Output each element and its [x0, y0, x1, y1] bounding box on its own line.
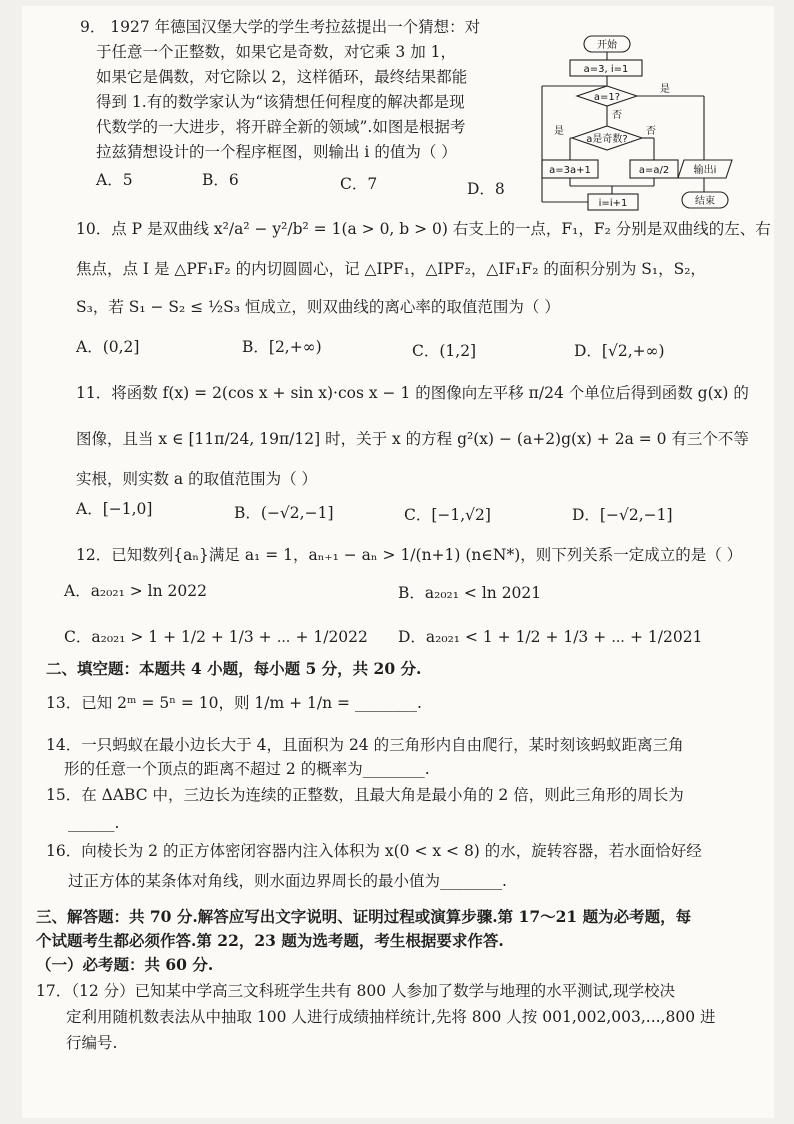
q17-line-1: 17．（12 分）已知某中学高三文科班学生共有 800 人参加了数学与地理的水平测试,现学校决 [36, 982, 675, 1000]
q12-option-c: C．a₂₀₂₁ > 1 + 1/2 + 1/3 + ⋯ + 1/2022 [64, 628, 368, 646]
q10-option-b: B．[2,+∞) [242, 338, 322, 356]
flow-output-label: 输出i [693, 165, 717, 176]
section-3-line-2: 个试题考生都必须作答.第 22，23 题为选考题，考生根据要求作答. [36, 931, 504, 950]
q9-line-1: 9． 1927 年德国汉堡大学的学生考拉兹提出一个猜想：对 [80, 18, 481, 36]
flow-cond2-label: a是奇数? [586, 134, 628, 145]
q16-line-2: 过正方体的某条体对角线，则水面边界周长的最小值为________. [68, 872, 507, 890]
q12-option-a: A．a₂₀₂₁ > ln 2022 [64, 582, 207, 600]
question-13: 13．已知 2ᵐ = 5ⁿ = 10，则 1/m + 1/n = ________. [46, 694, 422, 712]
flow-even-label: a=a/2 [638, 165, 670, 176]
section-2-heading: 二、填空题：本题共 4 小题，每小题 5 分，共 20 分. [46, 659, 422, 678]
q10-line-3: S₃，若 S₁ − S₂ ≤ ½S₃ 恒成立，则双曲线的离心率的取值范围为（ ） [76, 298, 560, 316]
q10-line-1: 10．点 P 是双曲线 x²/a² − y²/b² = 1(a > 0, b > 0) 右支上的一点，F₁，F₂ 分别是双曲线的左、右 [76, 220, 771, 238]
q14-line-1: 14．一只蚂蚁在最小边长大于 4，且面积为 24 的三角形内自由爬行，某时刻该蚂蚁距离三角 [46, 736, 684, 754]
exam-page [22, 6, 774, 1118]
q10-option-d: D．[√2,+∞) [574, 342, 665, 360]
q17-line-3: 行编号. [66, 1034, 118, 1052]
q10-option-c: C．(1,2] [412, 342, 477, 360]
flow-end-label: 结束 [695, 196, 715, 207]
q9-option-a: A．5 [96, 171, 133, 189]
subsection-required: （一）必考题：共 60 分. [36, 955, 214, 974]
flowchart-svg [532, 34, 782, 224]
q12-option-d: D．a₂₀₂₁ < 1 + 1/2 + 1/3 + ⋯ + 1/2021 [398, 628, 703, 646]
flow-odd-label: a=3a+1 [549, 165, 591, 176]
flow-yes-label-2: 是 [554, 126, 564, 137]
q16-line-1: 16．向棱长为 2 的正方体密闭容器内注入体积为 x(0 < x < 8) 的水，旋转容器，若水面恰好经 [46, 842, 702, 860]
q11-line-2: 图像，且当 x ∈ [11π/24, 19π/12] 时，关于 x 的方程 g²(x) − (a+2)g(x) + 2a = 0 有三个不等 [76, 430, 749, 448]
flow-cond1-label: a=1? [593, 92, 621, 103]
flow-no-label-2: 否 [646, 126, 656, 137]
q11-option-a: A．[−1,0] [76, 500, 153, 518]
q9-line-4: 得到 1.有的数学家认为“该猜想任何程度的解决都是现 [96, 93, 465, 111]
flow-yes-label-1: 是 [660, 84, 670, 95]
q9-option-d: D．8 [467, 180, 505, 198]
q9-option-b: B．6 [202, 171, 239, 189]
q11-option-d: D．[−√2,−1] [572, 506, 673, 524]
q9-line-5: 代数学的一大进步，将开辟全新的领域”.如图是根据考 [96, 118, 466, 136]
q12-option-b: B．a₂₀₂₁ < ln 2021 [398, 584, 542, 602]
q9-line-3: 如果它是偶数，对它除以 2，这样循环，最终结果都能 [96, 68, 468, 86]
q10-option-a: A．(0,2] [76, 338, 140, 356]
q11-option-c: C．[−1,√2] [404, 506, 491, 524]
q17-line-2: 定利用随机数表法从中抽取 100 人进行成绩抽样统计,先将 800 人按 001,002,003,...,800 进 [66, 1008, 716, 1026]
q10-line-2: 焦点，点 I 是 △PF₁F₂ 的内切圆圆心，记 △IPF₁，△IPF₂，△IF₁F₂ 的面积分别为 S₁，S₂， [76, 260, 706, 278]
flow-init-label: a=3, i=1 [583, 64, 629, 75]
q9-option-c: C．7 [340, 175, 378, 193]
section-3-line-1: 三、解答题：共 70 分.解答应写出文字说明、证明过程或演算步骤.第 17～21 题为必考题，每 [36, 907, 692, 926]
flow-start-label: 开始 [597, 40, 617, 51]
q9-line-2: 于任意一个正整数，如果它是奇数，对它乘 3 加 1， [96, 43, 457, 61]
q9-line-6: 拉兹猜想设计的一个程序框图，则输出 i 的值为（ ） [96, 143, 457, 161]
flow-incr-label: i=i+1 [598, 198, 628, 209]
q14-line-2: 形的任意一个顶点的距离不超过 2 的概率为________. [64, 760, 430, 778]
q15-line-1: 15．在 ΔABC 中，三边长为连续的正整数，且最大角是最小角的 2 倍，则此三角形的周长为 [46, 786, 684, 804]
q12-stem: 12．已知数列{aₙ}满足 a₁ = 1，aₙ₊₁ − aₙ > 1/(n+1) (n∈N*)，则下列关系一定成立的是（ ） [76, 546, 743, 564]
flow-no-label-1: 否 [612, 110, 622, 121]
program-flowchart [532, 34, 782, 224]
q11-line-3: 实根，则实数 a 的取值范围为（ ） [76, 470, 318, 488]
q15-line-2: ______. [68, 814, 120, 832]
q11-option-b: B．(−√2,−1] [234, 504, 334, 522]
q11-line-1: 11．将函数 f(x) = 2(cos x + sin x)·cos x − 1 的图像向左平移 π/24 个单位后得到函数 g(x) 的 [76, 384, 749, 402]
